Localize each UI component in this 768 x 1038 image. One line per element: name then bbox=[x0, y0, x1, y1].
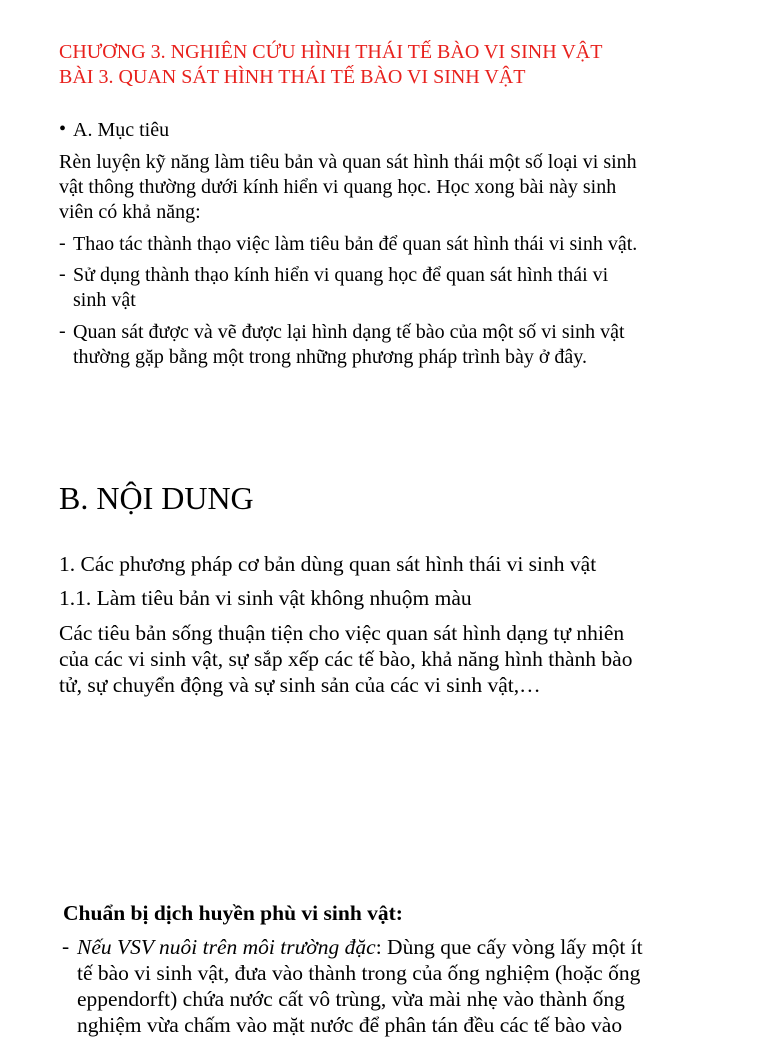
lesson-title: BÀI 3. QUAN SÁT HÌNH THÁI TẾ BÀO VI SINH VẬT bbox=[59, 66, 526, 88]
intro-line: viên có khả năng: bbox=[59, 201, 201, 223]
paragraph-line: Các tiêu bản sống thuận tiện cho việc quan sát hình dạng tự nhiên bbox=[59, 621, 625, 645]
goal-item: thường gặp bằng một trong những phương pháp trình bày ở đây. bbox=[73, 346, 587, 368]
prep-item-text: : Dùng que cấy vòng lấy một ít bbox=[375, 935, 643, 959]
subheading: 1.1. Làm tiêu bản vi sinh vật không nhuộm màu bbox=[59, 586, 472, 610]
chapter-title: CHƯƠNG 3. NGHIÊN CỨU HÌNH THÁI TẾ BÀO VI SINH VẬT bbox=[59, 41, 603, 63]
dash-marker: - bbox=[59, 320, 66, 342]
goal-item: Sử dụng thành thạo kính hiển vi quang học để quan sát hình thái vi bbox=[73, 264, 609, 286]
paragraph-line: tử, sự chuyển động và sự sinh sản của các vi sinh vật,… bbox=[59, 673, 541, 697]
goal-item: sinh vật bbox=[73, 289, 136, 311]
dash-marker: - bbox=[59, 263, 66, 285]
dash-marker: - bbox=[59, 232, 66, 254]
prep-item-line: tế bào vi sinh vật, đưa vào thành trong của ống nghiệm (hoặc ống bbox=[77, 961, 641, 985]
prep-item-line: nghiệm vừa chấm vào mặt nước để phân tán đều các tế bào vào bbox=[77, 1013, 623, 1037]
section-a-heading: A. Mục tiêu bbox=[73, 119, 170, 141]
paragraph-line: của các vi sinh vật, sự sắp xếp các tế bào, khả năng hình thành bào bbox=[59, 647, 633, 671]
intro-line: Rèn luyện kỹ năng làm tiêu bản và quan sát hình thái một số loại vi sinh bbox=[59, 151, 637, 173]
goal-item: Quan sát được và vẽ được lại hình dạng tế bào của một số vi sinh vật bbox=[73, 321, 625, 343]
intro-line: vật thông thường dưới kính hiển vi quang học. Học xong bài này sinh bbox=[59, 176, 617, 198]
subheading: 1. Các phương pháp cơ bản dùng quan sát hình thái vi sinh vật bbox=[59, 552, 597, 576]
bullet-marker: • bbox=[59, 118, 67, 140]
dash-marker: - bbox=[62, 934, 70, 958]
prep-item-line: eppendorft) chứa nước cất vô trùng, vừa mài nhẹ vào thành ống bbox=[77, 987, 625, 1011]
section-b-heading: B. NỘI DUNG bbox=[59, 480, 254, 516]
prep-item-first-line bbox=[77, 934, 643, 960]
goal-item: Thao tác thành thạo việc làm tiêu bản để quan sát hình thái vi sinh vật. bbox=[73, 233, 638, 255]
prep-item-condition: Nếu VSV nuôi trên môi trường đặc bbox=[77, 935, 376, 959]
prep-heading: Chuẩn bị dịch huyền phù vi sinh vật: bbox=[63, 901, 403, 925]
